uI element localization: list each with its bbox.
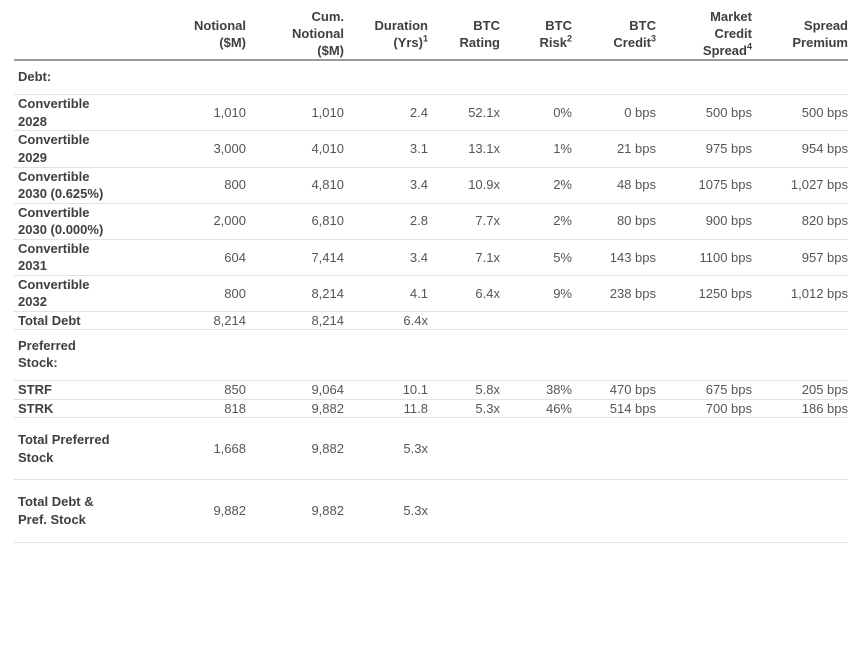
header-line: Credit — [714, 26, 752, 42]
column-header-btc-risk — [500, 8, 572, 60]
header-line: ($M) — [219, 34, 246, 50]
cell-duration: 3.4 — [409, 177, 428, 193]
table-row — [14, 203, 848, 239]
footnote-marker: 4 — [746, 41, 752, 52]
cell-btc-credit: 514 bps — [609, 400, 656, 416]
row-label-strf: STRF — [18, 382, 52, 398]
table-row — [14, 311, 848, 330]
row-label-line: Convertible — [18, 132, 90, 148]
row-label-line: Pref. Stock — [18, 511, 86, 527]
cell-duration: 5.3x — [403, 503, 428, 519]
cell-notional: 9,882 — [213, 503, 246, 519]
cell-spread-premium: 500 bps — [801, 105, 848, 121]
cell-btc-rating — [428, 311, 500, 330]
column-header-duration — [344, 8, 428, 60]
row-label-line: 2029 — [18, 150, 47, 165]
column-header-spread-premium — [752, 8, 848, 60]
header-line: Rating — [459, 34, 500, 50]
row-label-line: Convertible — [18, 168, 90, 184]
cell-notional: 850 — [224, 382, 246, 398]
row-label-line: 2030 (0.625%) — [18, 186, 104, 202]
cell-spread-premium: 820 bps — [801, 213, 848, 229]
cell-notional: 818 — [224, 400, 246, 416]
header-line: Credit — [613, 34, 651, 50]
header-line: Risk — [539, 34, 567, 50]
cell-cum-notional: 4,810 — [311, 177, 344, 193]
header-line: Premium — [792, 34, 848, 50]
row-label-line: Convertible — [18, 96, 90, 112]
cell-notional: 8,214 — [213, 312, 246, 328]
cell-notional: 800 — [224, 177, 246, 193]
header-line: Duration — [374, 17, 428, 33]
cell-btc-risk: 9% — [553, 285, 572, 301]
row-label-line: Convertible — [18, 240, 90, 256]
table-row — [14, 167, 848, 203]
table-row — [14, 131, 848, 167]
cell-btc-rating: 5.3x — [475, 400, 500, 416]
row-label-line: Total Debt & — [18, 494, 94, 510]
cell-cum-notional: 9,882 — [311, 400, 344, 416]
cell-duration: 3.1 — [409, 141, 428, 157]
column-header-label — [14, 8, 148, 60]
header-line: Notional — [292, 26, 344, 42]
cell-spread-premium: 205 bps — [801, 382, 848, 398]
cell-spread-premium: 1,027 bps — [790, 177, 848, 193]
cell-cum-notional: 8,214 — [311, 285, 344, 301]
cell-cum-notional: 9,882 — [311, 441, 344, 457]
cell-btc-risk: 0% — [553, 105, 572, 121]
row-label-line: 2030 (0.000%) — [18, 222, 104, 238]
header-line: BTC — [473, 17, 500, 33]
cell-spread-premium — [752, 418, 848, 480]
row-label — [14, 275, 148, 311]
cell-market-spread: 1250 bps — [698, 285, 752, 301]
footnote-marker: 1 — [422, 33, 428, 44]
cell-duration: 3.4 — [409, 249, 428, 265]
row-label-total-preferred — [14, 418, 148, 480]
cell-cum-notional: 8,214 — [311, 312, 344, 328]
table-row — [14, 275, 848, 311]
cell-market-spread: 675 bps — [705, 382, 752, 398]
table-row — [14, 480, 848, 542]
header-line: Spread — [702, 43, 747, 59]
cell-btc-rating: 13.1x — [468, 141, 500, 157]
cell-duration: 10.1 — [402, 382, 428, 398]
row-label — [14, 131, 148, 167]
cell-spread-premium: 186 bps — [801, 400, 848, 416]
header-line: Notional — [194, 17, 246, 33]
cell-duration: 2.4 — [409, 105, 428, 121]
row-label-line: 2032 — [18, 294, 47, 310]
header-line: ($M) — [317, 43, 344, 59]
footnote-marker: 2 — [566, 33, 572, 44]
cell-market-spread — [656, 480, 752, 542]
cell-btc-risk: 38% — [545, 382, 572, 398]
table-row — [14, 330, 848, 381]
cell-cum-notional: 1,010 — [311, 105, 344, 121]
cell-btc-risk: 2% — [553, 177, 572, 193]
cell-btc-risk — [500, 480, 572, 542]
table-row — [14, 381, 848, 400]
cell-market-spread: 1100 bps — [699, 249, 752, 265]
row-label — [14, 203, 148, 239]
cell-cum-notional: 7,414 — [311, 249, 344, 265]
table-row — [14, 399, 848, 418]
cell-btc-risk: 5% — [553, 249, 572, 265]
cell-btc-credit: 143 bps — [609, 249, 656, 265]
footnote-marker: 3 — [650, 33, 656, 44]
header-line: BTC — [545, 17, 572, 33]
section-label-line: Stock: — [18, 355, 58, 371]
cell-btc-rating: 5.8x — [475, 382, 500, 398]
cell-btc-risk: 2% — [553, 213, 572, 229]
row-label-line: Convertible — [18, 204, 90, 220]
row-label — [14, 167, 148, 203]
cell-btc-credit — [572, 418, 656, 480]
header-line: (Yrs) — [393, 34, 423, 50]
row-label-line: 2028 — [18, 113, 47, 129]
section-label-debt: Debt: — [18, 69, 52, 85]
column-header-btc-rating — [428, 8, 500, 60]
header-line: Cum. — [311, 9, 344, 24]
cell-btc-risk — [500, 418, 572, 480]
cell-notional: 604 — [224, 249, 246, 265]
cell-market-spread: 700 bps — [705, 400, 752, 416]
cell-btc-rating — [428, 418, 500, 480]
cell-duration: 11.8 — [403, 400, 428, 416]
cell-market-spread — [656, 311, 752, 330]
cell-btc-credit: 238 bps — [609, 285, 656, 301]
cell-spread-premium: 957 bps — [801, 249, 848, 265]
cell-duration: 6.4x — [403, 312, 428, 328]
cell-duration: 4.1 — [409, 285, 428, 301]
cell-btc-credit: 21 bps — [616, 141, 656, 157]
cell-cum-notional: 9,064 — [311, 382, 344, 398]
table-row — [14, 418, 848, 480]
cell-notional: 1,010 — [213, 105, 246, 121]
cell-btc-risk: 46% — [545, 400, 572, 416]
row-label-line: 2031 — [18, 258, 47, 274]
row-label-line: Stock — [18, 449, 54, 465]
table-row — [14, 60, 848, 94]
cell-notional: 3,000 — [213, 141, 246, 157]
cell-notional: 1,668 — [213, 441, 246, 457]
section-label-line: Preferred — [18, 338, 76, 354]
header-line: Market — [710, 9, 752, 24]
row-label-total-debt-pref — [14, 480, 148, 542]
cell-btc-credit: 470 bps — [609, 382, 656, 398]
cell-btc-rating: 7.1x — [475, 249, 500, 265]
cell-spread-premium — [752, 311, 848, 330]
section-label-preferred-stock — [14, 330, 848, 381]
header-line: Spread — [803, 17, 848, 33]
row-label-total-debt: Total Debt — [18, 312, 81, 328]
cell-btc-rating: 6.4x — [475, 285, 500, 301]
row-label-strk: STRK — [18, 400, 54, 416]
column-header-notional — [148, 8, 246, 60]
cell-duration: 5.3x — [403, 441, 428, 457]
column-header-btc-credit — [572, 8, 656, 60]
cell-market-spread — [656, 418, 752, 480]
cell-spread-premium: 954 bps — [801, 141, 848, 157]
row-label — [14, 239, 148, 275]
cell-btc-credit: 0 bps — [624, 105, 656, 121]
cell-btc-rating — [428, 480, 500, 542]
cell-cum-notional: 6,810 — [311, 213, 344, 229]
cell-btc-rating: 7.7x — [475, 213, 500, 229]
capital-structure-table — [14, 8, 848, 543]
cell-duration: 2.8 — [409, 213, 428, 229]
cell-spread-premium — [752, 480, 848, 542]
cell-btc-rating: 52.1x — [468, 105, 500, 121]
row-label-line: Convertible — [18, 276, 90, 292]
table-row — [14, 95, 848, 131]
cell-market-spread: 900 bps — [705, 213, 752, 229]
cell-btc-credit — [572, 480, 656, 542]
row-label — [14, 95, 148, 131]
cell-market-spread: 500 bps — [705, 105, 752, 121]
cell-btc-risk — [500, 311, 572, 330]
column-header-market-credit-spread — [656, 8, 752, 60]
cell-cum-notional: 9,882 — [311, 503, 344, 519]
cell-market-spread: 975 bps — [705, 141, 752, 157]
cell-btc-credit: 48 bps — [616, 177, 656, 193]
table-body — [14, 60, 848, 542]
cell-btc-rating: 10.9x — [468, 177, 500, 193]
header-line: BTC — [629, 17, 656, 33]
table-header — [14, 8, 848, 60]
table-row — [14, 239, 848, 275]
cell-cum-notional: 4,010 — [311, 141, 344, 157]
cell-notional: 2,000 — [213, 213, 246, 229]
cell-spread-premium: 1,012 bps — [790, 285, 848, 301]
cell-btc-risk: 1% — [553, 141, 572, 157]
column-header-cum-notional — [246, 8, 344, 60]
cell-btc-credit: 80 bps — [616, 213, 656, 229]
row-label-line: Total Preferred — [18, 432, 110, 448]
cell-btc-credit — [572, 311, 656, 330]
cell-notional: 800 — [224, 285, 246, 301]
cell-market-spread: 1075 bps — [698, 177, 752, 193]
